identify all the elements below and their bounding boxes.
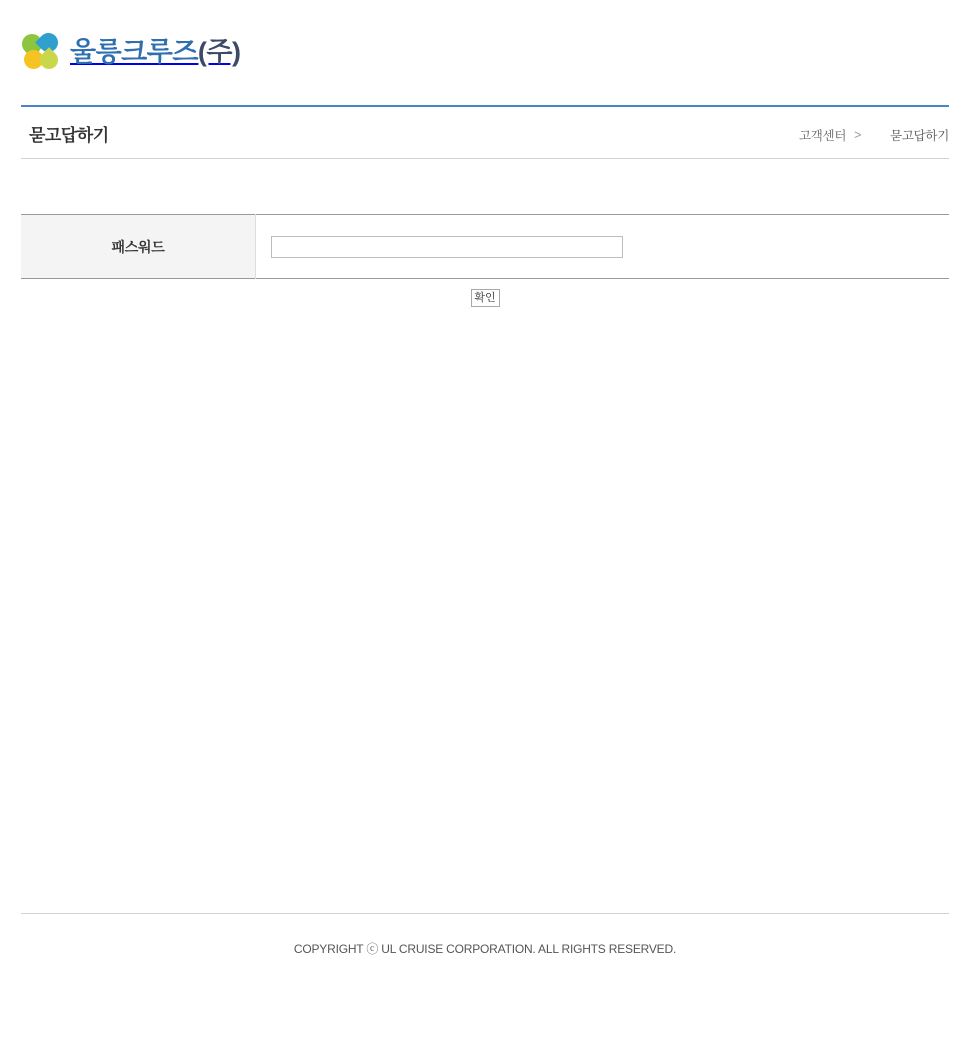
password-field-cell (256, 215, 950, 279)
breadcrumb-item-first[interactable]: 고객센터 (799, 129, 847, 143)
pinwheel-logo-icon (22, 33, 62, 71)
page-titlebar (21, 105, 949, 159)
breadcrumb (799, 126, 949, 144)
breadcrumb-item-current: 묻고답하기 (890, 129, 949, 143)
password-form-table (21, 214, 949, 279)
logo-text-suffix: (주) (197, 36, 241, 67)
copyright-text: COPYRIGHT ⓒ UL CRUISE CORPORATION. ALL RIGHTS RESERVED. (293, 942, 677, 956)
table-row (21, 215, 949, 279)
breadcrumb-separator-icon: > (854, 128, 862, 142)
site-header (0, 0, 970, 105)
logo-text-main: 울릉크루즈 (70, 36, 198, 67)
password-input[interactable] (271, 236, 623, 258)
password-label: 패스워드 (21, 215, 256, 279)
logo-text (70, 36, 241, 67)
submit-button[interactable]: 확인 (471, 289, 500, 307)
form-actions (21, 288, 949, 307)
site-footer (0, 913, 970, 957)
main-content (21, 214, 949, 307)
page-title: 묻고답하기 (29, 126, 109, 145)
site-logo[interactable] (22, 30, 241, 74)
footer-divider (21, 913, 949, 914)
